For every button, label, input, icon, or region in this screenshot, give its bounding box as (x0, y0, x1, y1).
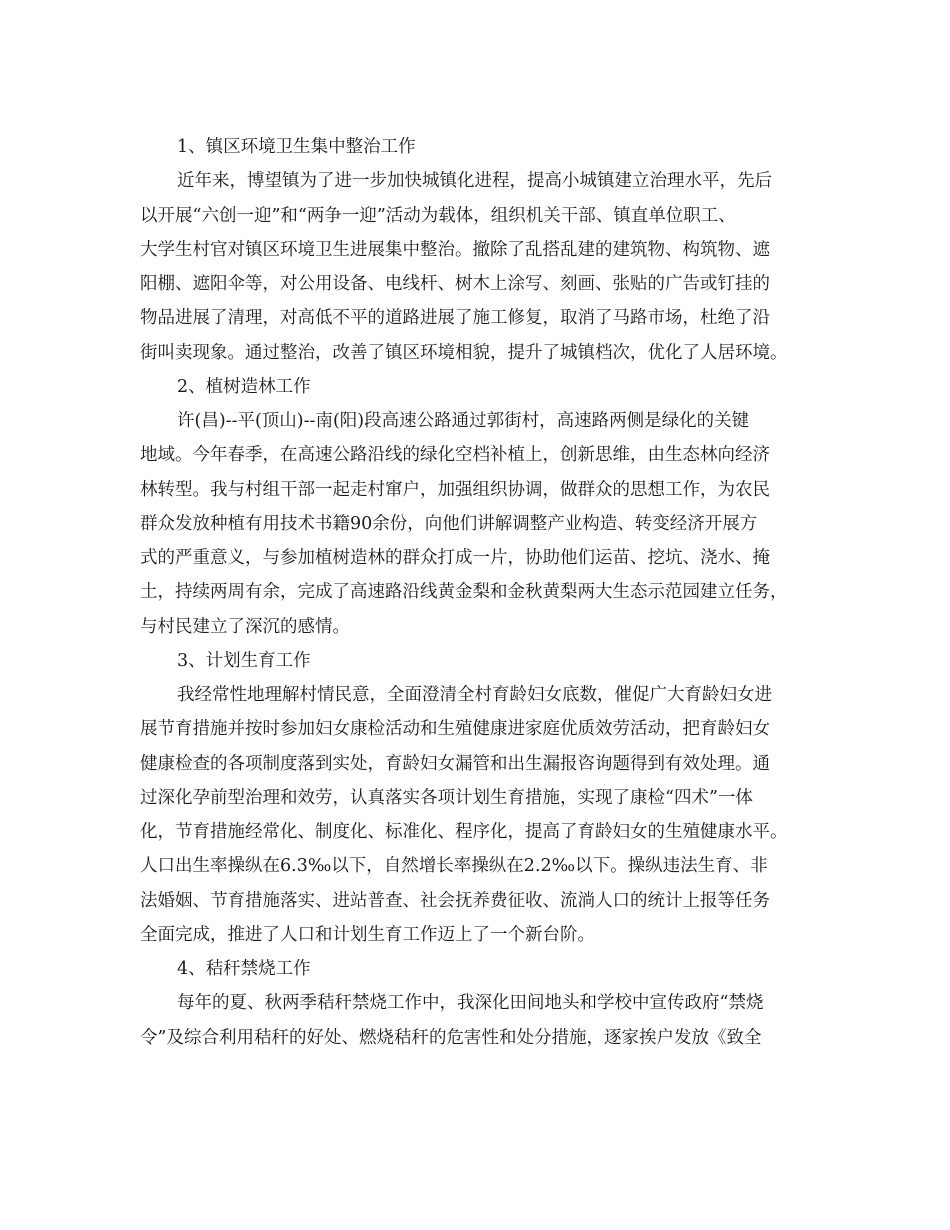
paragraph-line: 展节育措施并按时参加妇女康检活动和生殖健康进家庭优质效劳活动，把育龄妇女 (140, 719, 770, 740)
paragraph-line: 化，节育措施经常化、制度化、标准化、程序化，提高了育龄妇女的生殖健康水平。 (140, 822, 788, 842)
paragraph-line: 全面完成，推进了人口和计划生育工作迈上了一个新台阶。 (140, 924, 595, 945)
paragraph-first-line: 1、镇区环境卫生集中整治工作 (177, 137, 416, 157)
paragraph-line: 林转型。我与村组干部一起走村窜户，加强组织协调，做群众的思想工作，为农民 (140, 479, 770, 500)
paragraph-line: 健康检查的各项制度落到实处，育龄妇女漏管和出生漏报咨询题得到有效处理。通 (140, 753, 770, 774)
paragraph-line: 大学生村官对镇区环境卫生进展集中整治。撤除了乱搭乱建的建筑物、构筑物、遮 (140, 239, 770, 260)
paragraph-line: 法婚姻、节育措施落实、进站普查、社会抚养费征收、流淌人口的统计上报等任务 (140, 890, 770, 911)
paragraph-first-line: 4、秸秆禁烧工作 (177, 959, 311, 979)
paragraph-line: 与村民建立了深沉的感情。 (140, 616, 350, 637)
paragraph-line: 土，持续两周有余，完成了高速路沿线黄金梨和金秋黄梨两大生态示范园建立任务， (140, 582, 788, 603)
paragraph-line: 地域。今年春季，在高速公路沿线的绿化空档补植上，创新思维，由生态林向经济 (140, 445, 770, 466)
paragraph-line: 过深化孕前型治理和效劳，认真落实各项计划生育措施，实现了康检“四术”一体 (140, 787, 753, 808)
paragraph-first-line: 2、植树造林工作 (177, 376, 311, 397)
paragraph-first-line: 3、计划生育工作 (177, 650, 311, 671)
paragraph-first-line: 每年的夏、秋两季秸秆禁烧工作中，我深化田间地头和学校中宣传政府“禁烧 (177, 993, 764, 1014)
paragraph-line: 街叫卖现象。通过整治，改善了镇区环境相貌，提升了城镇档次，优化了人居环境。 (140, 342, 788, 363)
paragraph-first-line: 许(昌)--平(顶山)--南(阳)段高速公路通过郭街村，高速路两侧是绿化的关键 (177, 411, 750, 431)
paragraph-line: 阳棚、遮阳伞等，对公用设备、电线杆、树木上涂写、刻画、张贴的广告或钉挂的 (140, 274, 770, 294)
paragraph-line: 物品进展了清理，对高低不平的道路进展了施工修复，取消了马路市场，杜绝了沿 (140, 308, 770, 329)
paragraph-line: 群众发放种植有用技术书籍90余份，向他们讲解调整产业构造、转变经济开展方 (140, 513, 758, 534)
paragraph-line: 以开展“六创一迎”和“两争一迎”活动为载体，组织机关干部、镇直单位职工、 (140, 205, 736, 226)
paragraph-line: 人口出生率操纵在6.3‰以下，自然增长率操纵在2.2‰以下。操纵违法生育、非 (140, 856, 768, 877)
paragraph-line: 式的严重意义，与参加植树造林的群众打成一片，协助他们运苗、挖坑、浇水、掩 (140, 548, 770, 568)
paragraph-first-line: 近年来，博望镇为了进一步加快城镇化进程，提高小城镇建立治理水平，先后 (177, 171, 772, 192)
paragraph-line: 令”及综合利用秸秆的好处、燃烧秸秆的危害性和处分措施，逐家挨户发放《致全 (140, 1027, 762, 1048)
paragraph-first-line: 我经常性地理解村情民意，全面澄清全村育龄妇女底数，催促广大育龄妇女进 (177, 685, 772, 705)
